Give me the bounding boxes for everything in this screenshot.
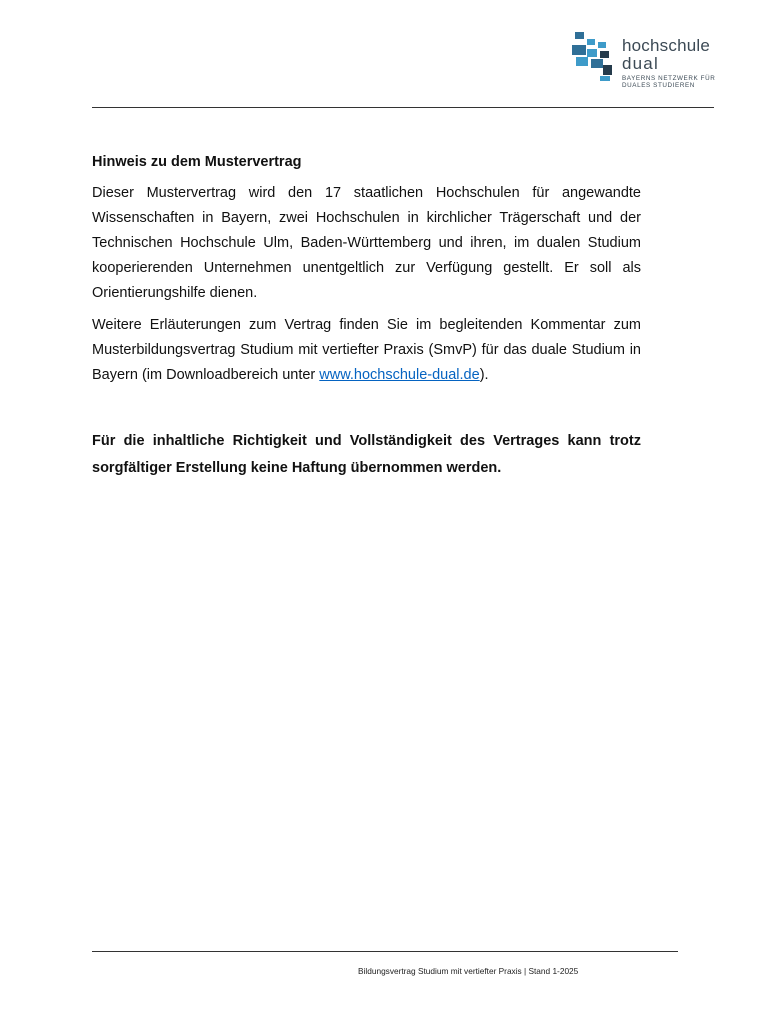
paragraph-explanation bbox=[92, 313, 641, 388]
logo-name-line2: dual bbox=[622, 54, 659, 73]
liability-notice: Für die inhaltliche Richtigkeit und Vollständigkeit des Vertrages kann trotz sorgfältiger Erstellung keine Haftung übernommen werden. bbox=[92, 433, 641, 476]
hochschule-dual-logo bbox=[572, 32, 722, 94]
footer-divider bbox=[92, 951, 678, 952]
logo-name-line1: hochschule bbox=[622, 36, 711, 55]
footer-text: Bildungsvertrag Studium mit vertiefter Praxis | Stand 1-2025 bbox=[358, 966, 579, 976]
logo-tagline-line1: BAYERNS NETZWERK FÜR bbox=[622, 75, 716, 82]
paragraph-explanation-end: ). bbox=[479, 367, 489, 383]
paragraph-intro: Dieser Mustervertrag wird den 17 staatlichen Hochschulen für angewandte Wissenschaften in Bayern, zwei Hochschulen in kirchlicher Trägerschaft und der Technischen Hochschule Ulm, Baden-Württemberg und ihren, im dualen Studium kooperierenden Unternehmen unentgeltlich zur Verfügung gestellt. Er soll als Orientierungshilfe dienen. bbox=[92, 185, 641, 301]
hochschule-dual-logo-mark-icon bbox=[572, 32, 616, 82]
document-body bbox=[92, 152, 641, 489]
document-heading: Hinweis zu dem Mustervertrag bbox=[92, 154, 302, 170]
logo-wordmark bbox=[622, 37, 715, 89]
header-divider bbox=[92, 107, 714, 108]
website-link[interactable]: www.hochschule-dual.de bbox=[319, 367, 480, 383]
paragraph-explanation-text: Weitere Erläuterungen zum Vertrag finden Sie im begleitenden Kommentar zum Musterbildungsvertrag Studium mit vertiefter Praxis (SmvP) für das duale Studium in Bayern (im Downloadbereich unter bbox=[92, 317, 641, 383]
logo-tagline-line2: DUALES STUDIEREN bbox=[622, 82, 695, 90]
